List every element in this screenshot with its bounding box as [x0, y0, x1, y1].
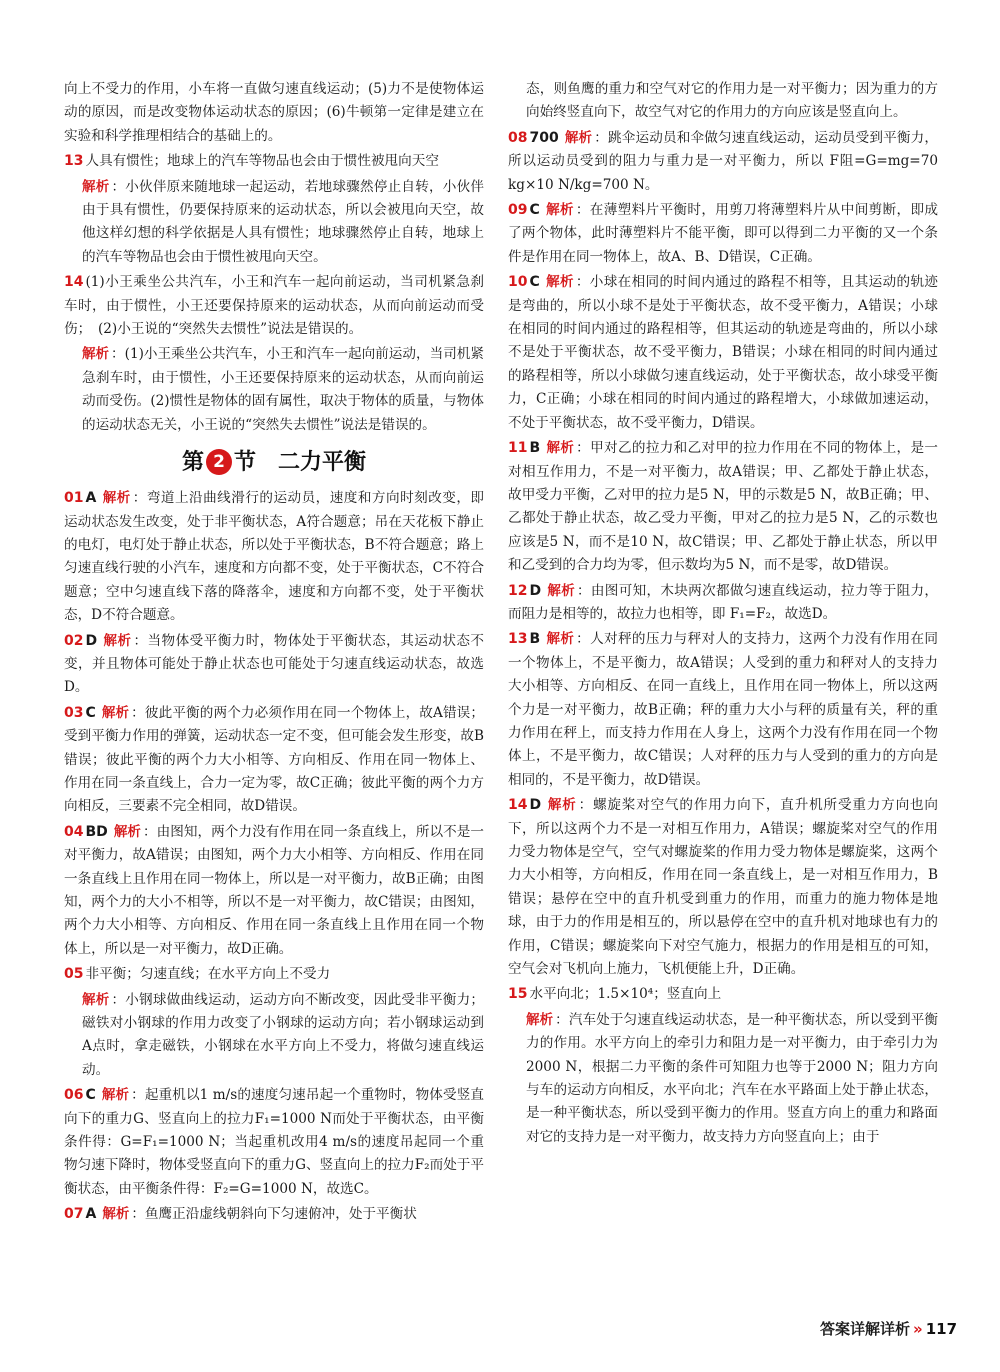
left-column	[64, 78, 484, 1229]
question-number: 10	[508, 274, 528, 291]
question-11	[508, 437, 938, 577]
analysis-text: ：跳伞运动员和伞做匀速直线运动，运动员受到平衡力，所以运动员受到的阻力与重力是一对平衡力，所以 F阻=G=mg=70 kg×10 N/kg=700 N。	[508, 129, 939, 193]
section-prefix: 第	[181, 450, 204, 476]
answer-option: C	[85, 704, 96, 721]
double-arrow-icon: »	[913, 1320, 923, 1338]
answer-option: C	[529, 274, 540, 291]
intro-text: 向上不受力的作用，小车将一直做匀速直线运动；(5)力不是使物体运动的原因，而是改变物体运动状态的原因；(6)牛顿第一定律是建立在实验和科学推理相结合的基础上的。	[64, 81, 484, 144]
question-15	[508, 983, 938, 1006]
analysis-text: ：彼此平衡的两个力必须作用在同一个物体上，故A错误；受到平衡力作用的弹簧，运动状态一定不变，但可能会发生形变，故B错误；彼此平衡的两个力大小相等、方向相反、作用在同一物体上、作用在同一条直线上，合力一定为零，故C正确；彼此平衡的两个力方向相反，三要素不完全相同，故D错误。	[64, 704, 484, 815]
question-number: 15	[508, 986, 528, 1003]
question-08	[508, 127, 938, 197]
analysis-text: ：小钢球做曲线运动，运动方向不断改变，因此受非平衡力；磁铁对小钢球的作用力改变了小钢球的运动方向；若小钢球运动到A点时，拿走磁铁，小钢球在水平方向上不受力，将做匀速直线运动。	[82, 991, 485, 1078]
page-number: 117	[925, 1320, 958, 1338]
section-name: 节 二力平衡	[234, 450, 367, 476]
analysis-text: ：鱼鹰正沿虚线朝斜向下匀速俯冲，处于平衡状	[131, 1206, 417, 1223]
question-number: 02	[64, 632, 84, 649]
section-number-badge: 2	[206, 449, 232, 475]
analysis-tag: 解析	[547, 582, 576, 599]
analysis-tag: 解析	[101, 704, 130, 721]
answer-option: BD	[85, 823, 108, 840]
analysis-text: ：螺旋桨对空气的作用力向下，直升机所受重力方向也向下，所以这两个力不是一对相互作用力，A错误；螺旋桨对空气的作用力受力物体是空气，空气对螺旋桨的作用力受力物体是螺旋桨，这两个力大小相等，方向相反，作用在同一条直线上，是一对相互作用力，B错误；悬停在空中的直升机受到重力的作用，而重力的施力物体是地球，由于力的作用是相互的，所以悬停在空中的直升机对地球也有力的作用，C错误；螺旋桨向下对空气施力，根据力的作用是相互的可知，空气会对飞机向上施力，飞机便能上升，D正确。	[508, 797, 939, 978]
analysis-text: ：小伙伴原来随地球一起运动，若地球骤然停止自转，小伙伴由于具有惯性，仍要保持原来的运动状态，所以会被甩向天空，故他这样幻想的科学依据是人具有惯性；地球骤然停止自转，地球上的汽车等物品也会由于惯性被甩向天空。	[82, 178, 485, 265]
analysis-05	[64, 989, 484, 1083]
question-02	[64, 630, 484, 700]
analysis-text: ：汽车处于匀速直线运动状态，是一种平衡状态，所以受到平衡力的作用。水平方向上的牵引力和阻力是一对平衡力，由于牵引力为2000 N，根据二力平衡的条件可知阻力也等于2000 N；阻力方向与车的运动方向相反，水平向北；汽车在水平路面上处于静止状态，是一种平衡状态，所以受到平衡力的作用。竖直方向上的重力和路面对它的支持力是一对平衡力，故支持力方向竖直向上；由于	[526, 1011, 939, 1145]
question-number: 14	[64, 274, 84, 291]
question-03	[64, 702, 484, 819]
answer-option: A	[85, 1206, 97, 1223]
question-number: 11	[508, 440, 528, 457]
analysis-text: ：小球在相同的时间内通过的路程不相等，且其运动的轨迹是弯曲的，所以小球不是处于平衡状态，故不受平衡力，A错误；小球在相同的时间内通过的路程相等，但其运动的轨迹是弯曲的，所以小球不是处于平衡状态，故不受平衡力，B错误；小球在相同的时间内通过的路程相等，所以小球做匀速直线运动，处于平衡状态，故小球受平衡力，C正确；小球在相同的时间内通过的路程增大，小球做加速运动，不处于平衡状态，故不受平衡力，D错误。	[508, 274, 939, 431]
analysis-tag: 解析	[82, 178, 110, 195]
question-number: 03	[64, 704, 84, 721]
footer-label: 答案详解详析	[820, 1320, 911, 1338]
answer-text: 人具有惯性；地球上的汽车等物品也会由于惯性被甩向天空	[85, 153, 439, 170]
answer-option: C	[85, 1087, 96, 1104]
analysis-text: ：起重机以1 m/s的速度匀速吊起一个重物时，物体受竖直向下的重力G、竖直向上的拉力F₁=1000 N而处于平衡状态，由平衡条件得：G=F₁=1000 N；当起重机改用4 m/s的速度吊起同一个重物匀速下降时，物体受竖直向下的重力G、竖直向上的拉力F₂而处于平衡状态，由平衡条件得：F₂=G=1000 N，故选C。	[64, 1087, 485, 1197]
answer-option: C	[529, 202, 540, 219]
analysis-13	[64, 176, 484, 270]
question-number: 13	[64, 153, 84, 170]
question-number: 12	[508, 582, 528, 599]
analysis-text: ：(1)小王乘坐公共汽车，小王和汽车一起向前运动，当司机紧急刹车时，由于惯性，小王还要保持原来的运动状态，从而向前运动而受伤。(2)惯性是物体的固有属性，取决于物体的质量，与物体的运动状态无关，小王说的“突然失去惯性”说法是错误的。	[82, 346, 484, 433]
answer-option: D	[85, 632, 98, 649]
question-number: 05	[64, 966, 84, 983]
question-13	[64, 150, 484, 173]
analysis-text: ：在薄塑料片平衡时，用剪刀将薄塑料片从中间剪断，即成了两个物体，此时薄塑料片不能平衡，即可以得到二力平衡的又一个条件是作用在同一物体上，故A、B、D错误，C正确。	[508, 202, 939, 265]
analysis-text: ：当物体受平衡力时，物体处于平衡状态，其运动状态不变，并且物体可能处于静止状态也可能处于匀速直线运动状态，故选D。	[64, 632, 485, 696]
question-number: 09	[508, 202, 528, 219]
analysis-tag: 解析	[101, 1087, 130, 1104]
question-06	[64, 1084, 484, 1201]
analysis-tag: 解析	[545, 274, 574, 291]
question-14b	[508, 794, 938, 981]
question-13b	[508, 628, 938, 792]
question-07	[64, 1203, 484, 1226]
analysis-tag: 解析	[526, 1011, 554, 1028]
analysis-text: ：由图知，两个力没有作用在同一条直线上，所以不是一对平衡力，故A错误；由图知，两个力大小相等、方向相反、作用在同一条直线上且作用在同一物体上，所以是一对平衡力，故B正确；由图知，两个力的大小不相等，所以不是一对平衡力，故C错误；由图知，两个力大小相等、方向相反、作用在同一条直线上且作用在同一个物体上，所以是一对平衡力，故D正确。	[64, 823, 485, 957]
analysis-tag: 解析	[546, 440, 575, 457]
page-footer	[820, 1318, 970, 1342]
answer-text: 非平衡；匀速直线；在水平方向上不受力	[85, 966, 331, 983]
question-number: 08	[508, 129, 528, 146]
question-10	[508, 271, 938, 435]
analysis-tag: 解析	[102, 1206, 130, 1223]
answer-text: 水平向北；1.5×10⁴；竖直向上	[529, 986, 722, 1003]
answer-option: B	[529, 440, 541, 457]
question-number: 07	[64, 1206, 84, 1223]
analysis-text: 态，则鱼鹰的重力和空气对它的作用力是一对平衡力；因为重力的方向始终竖直向下，故空气对它的作用力的方向应该是竖直向上。	[526, 81, 938, 121]
question-07-continued	[508, 78, 938, 125]
answer-text: (1)小王乘坐公共汽车，小王和汽车一起向前运动，当司机紧急刹车时，由于惯性，小王还要保持原来的运动状态，从而向前运动而受伤； (2)小王说的“突然失去惯性”说法是错误的。	[64, 274, 484, 338]
intro-paragraph	[64, 78, 484, 148]
answer-option: D	[529, 797, 542, 814]
analysis-tag: 解析	[564, 129, 593, 146]
question-number: 13	[508, 631, 528, 648]
question-number: 14	[508, 797, 528, 814]
analysis-text: ：甲对乙的拉力和乙对甲的拉力作用在不同的物体上，是一对相互作用力，不是一对平衡力，故A错误；甲、乙都处于静止状态，故甲受力平衡，乙对甲的拉力是5 N，甲的示数是5 N，故B正确；甲、乙都处于静止状态，故乙受力平衡，甲对乙的拉力是5 N，乙的示数也应该是5 N，而不是10 N，故C错误；甲、乙都处于静止状态，所以甲和乙受到的合力均为零，但示数均为5 N，而不是零，故D错误。	[508, 440, 939, 574]
question-number: 01	[64, 490, 84, 507]
question-09	[508, 199, 938, 269]
question-01	[64, 487, 484, 627]
analysis-tag: 解析	[546, 631, 575, 648]
section-title	[64, 443, 484, 483]
right-column	[508, 78, 938, 1151]
analysis-text: ：弯道上沿曲线滑行的运动员，速度和方向时刻改变，即运动状态发生改变，处于非平衡状态，A符合题意；吊在天花板下静止的电灯，电灯处于静止状态，所以处于平衡状态，B不符合题意；路上匀速直线行驶的小汽车，速度和方向都不变，处于平衡状态，C不符合题意；空中匀速直线下落的降落伞，速度和方向都不变，处于平衡状态，D不符合题意。	[64, 490, 485, 624]
analysis-text: ：人对秤的压力与秤对人的支持力，这两个力没有作用在同一个物体上，不是平衡力，故A错误；人受到的重力和秤对人的支持力大小相等、方向相反、在同一直线上，且作用在同一物体上，所以这两个力是一对平衡力，故B正确；秤的重力大小与秤的质量有关，秤的重力作用在秤上，而支持力作用在人身上，这两个力没有作用在同一个物体上，不是平衡力，故C错误；人对秤的压力与人受到的重力的方向是相同的，不是平衡力，故D错误。	[508, 631, 939, 788]
analysis-tag: 解析	[82, 346, 110, 363]
question-number: 06	[64, 1087, 84, 1104]
answer-value: 700	[529, 129, 559, 146]
analysis-tag: 解析	[113, 823, 141, 840]
question-04	[64, 821, 484, 961]
question-number: 04	[64, 823, 84, 840]
answer-option: B	[529, 631, 541, 648]
analysis-tag: 解析	[103, 632, 132, 649]
analysis-tag: 解析	[102, 490, 131, 507]
question-14	[64, 271, 484, 341]
question-05	[64, 963, 484, 986]
analysis-15	[508, 1009, 938, 1149]
analysis-14	[64, 343, 484, 437]
analysis-tag: 解析	[547, 797, 577, 814]
answer-option: D	[529, 582, 542, 599]
analysis-tag: 解析	[545, 202, 574, 219]
analysis-text: ：由图可知，木块两次都做匀速直线运动，拉力等于阻力，而阻力是相等的，故拉力也相等，即 F₁=F₂，故选D。	[508, 582, 938, 622]
question-12	[508, 580, 938, 627]
analysis-tag: 解析	[82, 991, 110, 1008]
answer-option: A	[85, 490, 97, 507]
